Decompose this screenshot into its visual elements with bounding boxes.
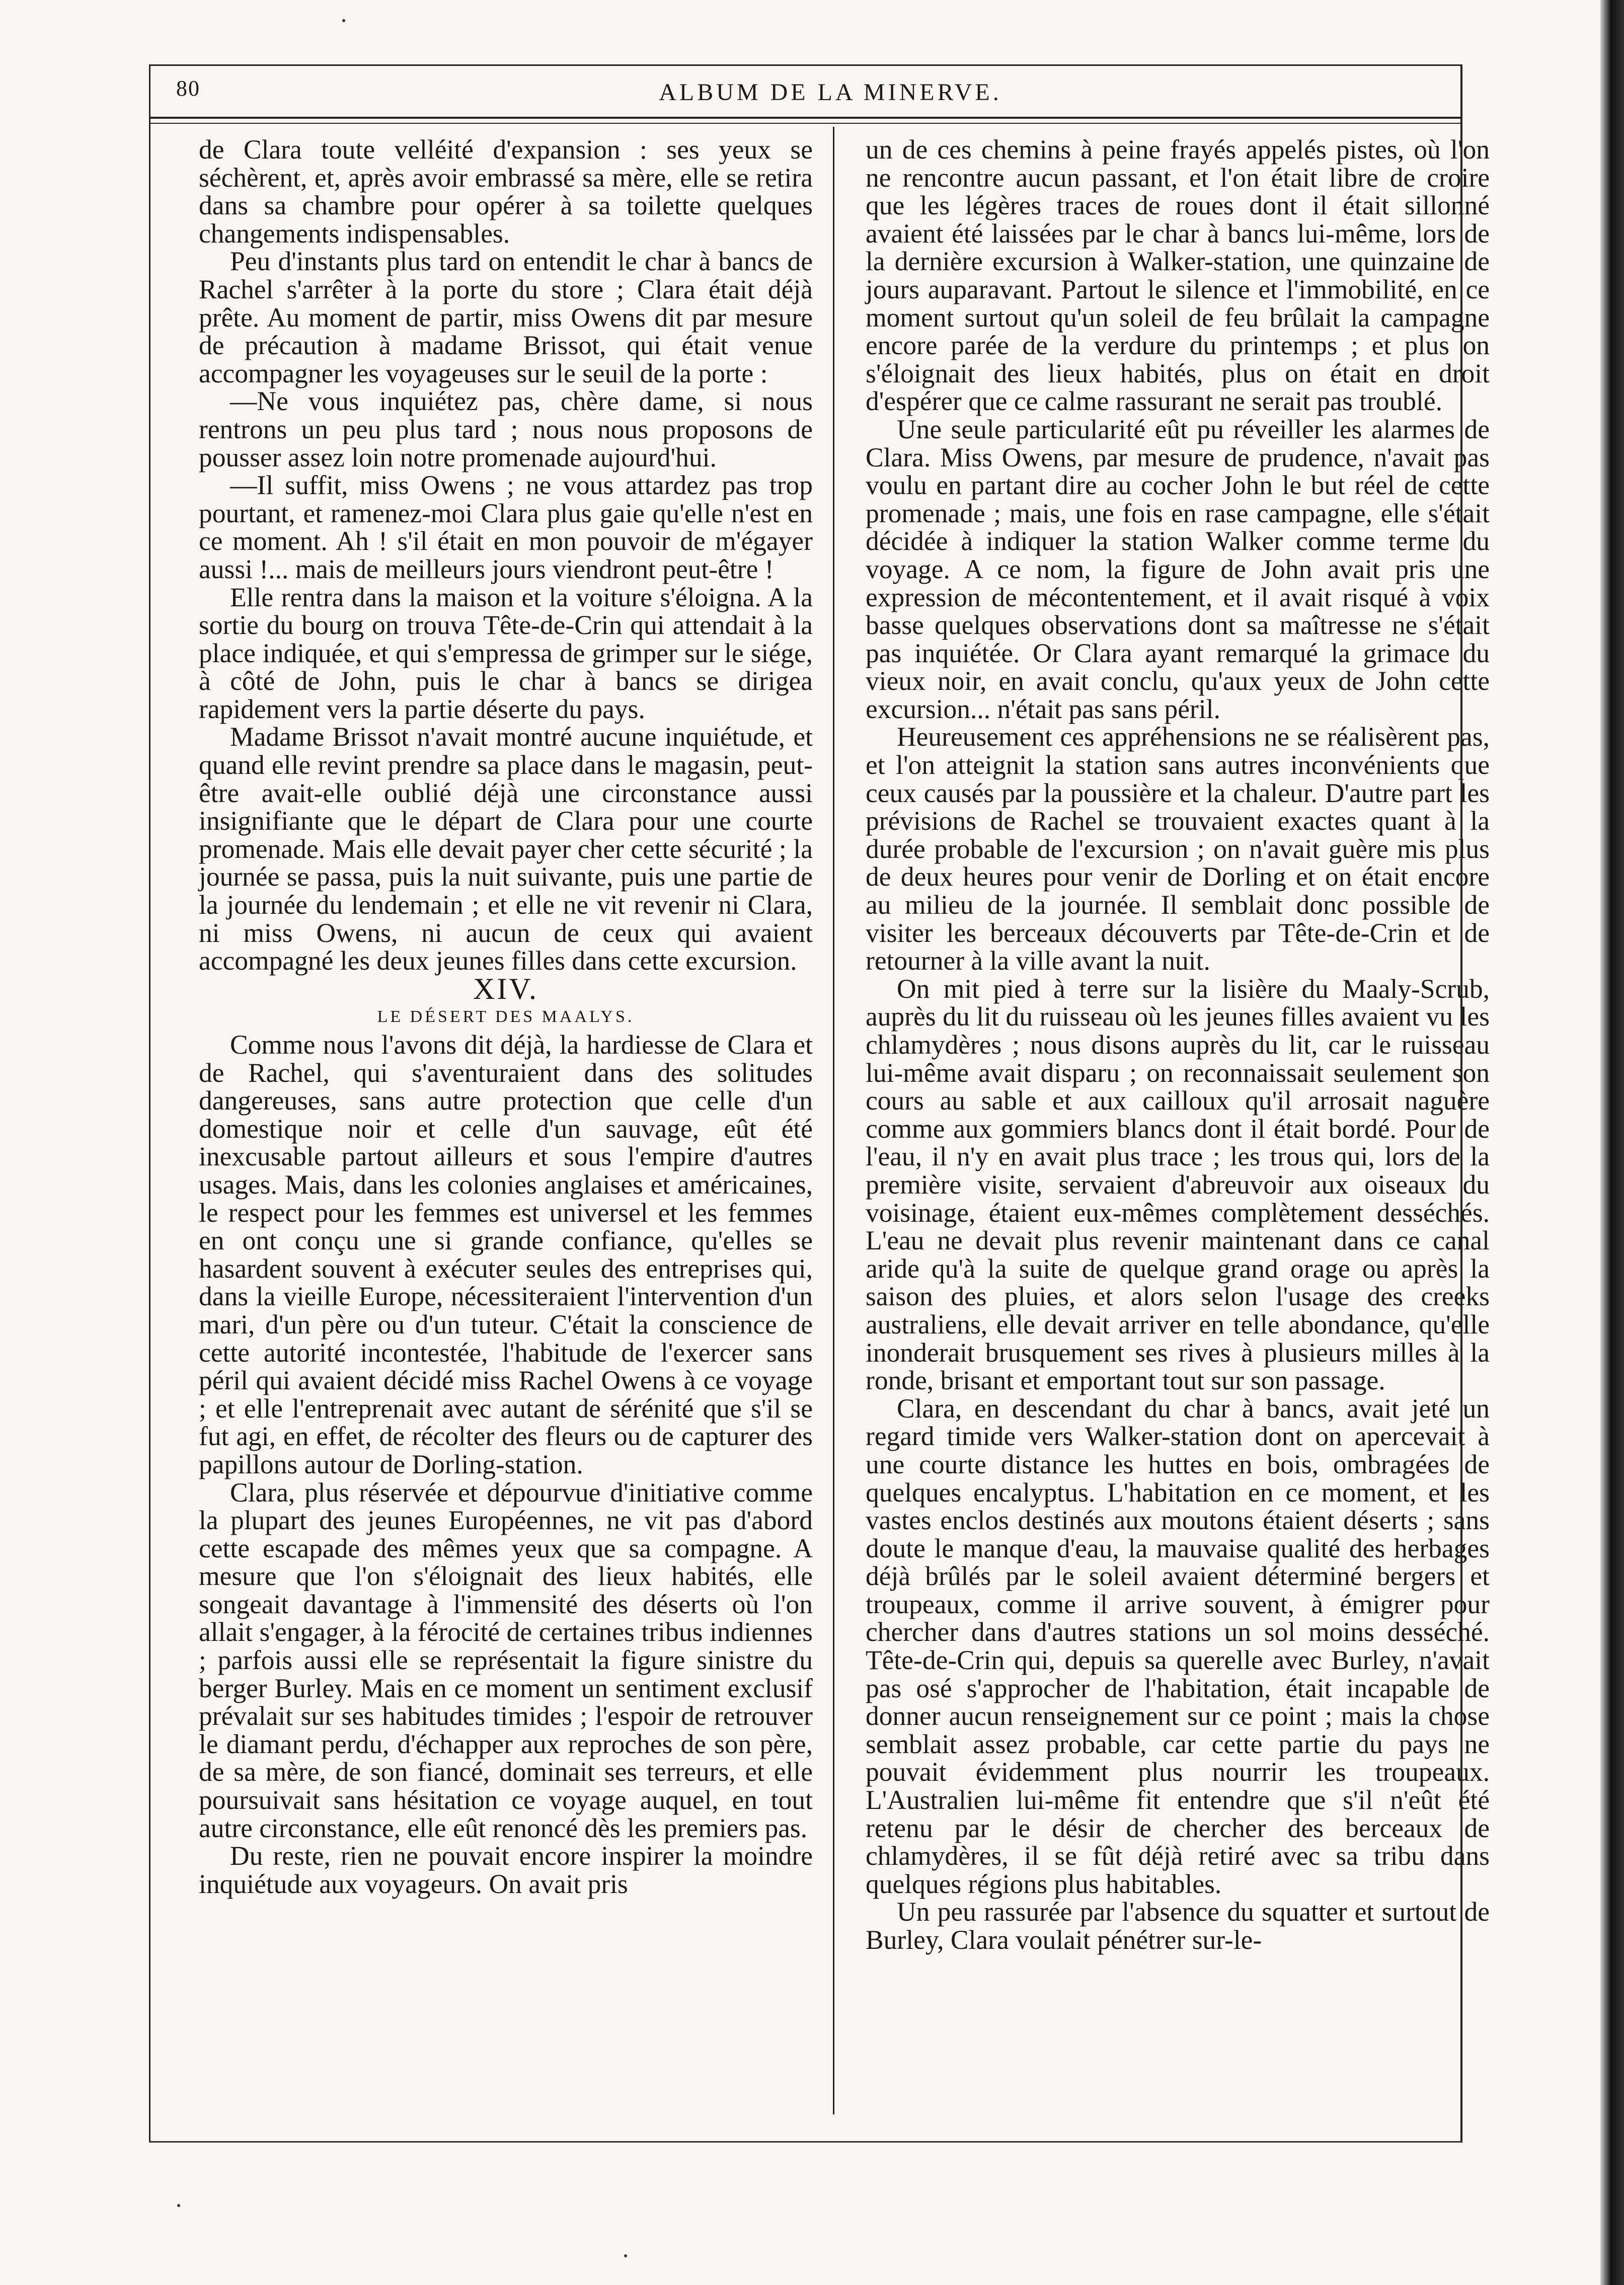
paragraph: Clara, en descendant du char à bancs, avait jeté un regard timide vers Walker-station dont on apercevait à une courte distance les huttes en bois, ombragées de quelques encalyptus. L'habitation en ce moment, et les vastes enclos destinés aux moutons étaient déserts ; sans doute le manque d'eau, la mauvaise qualité des herbages déjà brûlés par le soleil avaient déterminé bergers et troupeaux, comme il arrive souvent, à émigrer pour chercher dans d'autres stations un sol moins desséché. Tête-de-Crin qui, depuis sa querelle avec Burley, n'avait pas osé s'approcher de l'habitation, était incapable de donner aucun renseignement sur ce point ; mais la chose semblait assez probable, car cette partie du pays ne pouvait évidemment plus nourrir les troupeaux. L'Australien lui-même fit entendre que s'il n'eût été retenu par le désir de chercher des berceaux de chlamydères, il se fût déjà retiré avec sa tribu dans quelques régions plus habitables. [866,1393,1490,1899]
frame-top-rule [149,64,1462,66]
paragraph: —Il suffit, miss Owens ; ne vous attardez pas trop pourtant, et ramenez-moi Clara plus gaie qu'elle n'est en ce moment. Ah ! s'il était en mon pouvoir de m'égayer aussi !... mais de meilleurs jours viendront peut-être ! [199,470,813,584]
paragraph: Un peu rassurée par l'absence du squatter et surtout de Burley, Clara voulait pénétrer sur-le- [866,1897,1490,1955]
paragraph: Elle rentra dans la maison et la voiture s'éloigna. A la sortie du bourg on trouva Tête-de-Crin qui attendait à la place indiquée, et qui s'empressa de grimper sur le siége, à côté de John, puis le char à bancs se dirigea rapidement vers la partie déserte du pays. [199,582,813,724]
page-number: 80 [176,76,200,101]
print-speck [342,19,345,22]
chapter-title: LE DÉSERT DES MAALYS. [377,1007,635,1027]
paragraph: un de ces chemins à peine frayés appelés pistes, où l'on ne rencontre aucun passant, et l'on était libre de croire que les légères traces de roues dont il était sillonné avaient été laissées par le char à bancs lui-même, lors de la dernière excursion à Walker-station, une quinzaine de jours auparavant. Partout le silence et l'immobilité, en ce moment surtout qu'un soleil de feu brûlait la campagne encore parée de la verdure du printemps ; et plus on s'éloignait des lieux habités, plus on était en droit d'espérer que ce calme rassurant ne serait pas troublé. [866,134,1490,417]
paragraph: Madame Brissot n'avait montré aucune inquiétude, et quand elle revint prendre sa place dans le magasin, peut-être avait-elle oublié déjà une circonstance aussi insignifiante que le départ de Clara pour une courte promenade. Mais elle devait payer cher cette sécurité ; la journée se passa, puis la nuit suivante, puis une partie de la journée du lendemain ; et elle ne vit revenir ni Clara, ni miss Owens, ni aucun de ceux qui avaient accompagné les deux jeunes filles dans cette excursion. [199,722,813,976]
chapter-number: XIV. [473,972,538,1005]
paragraph: On mit pied à terre sur la lisière du Maaly-Scrub, auprès du lit du ruisseau où les jeunes filles avaient vu les chlamydères ; nous disons auprès du lit, car le ruisseau lui-même avait disparu ; on reconnaissait seulement son cours au sable et aux cailloux qu'il arrosait naguère comme aux gommiers blancs dont il était bordé. Pour de l'eau, il n'y en avait plus trace ; les trous qui, lors de la première visite, servaient d'abreuvoir aux oiseaux du voisinage, étaient eux-mêmes complètement desséchés. L'eau ne devait plus revenir maintenant dans ce canal aride qu'à la suite de quelque grand orage ou après la saison des pluies, et alors selon l'usage des creeks australiens, elle devait arriver en telle abondance, qu'elle inonderait brusquement ses rives à plusieurs milles à la ronde, brisant et emportant tout sur son passage. [866,973,1490,1396]
print-speck [177,2204,180,2207]
bottom-rule [149,2141,1462,2143]
right-column [866,136,1490,1954]
paragraph: Clara, plus réservée et dépourvue d'initiative comme la plupart des jeunes Européennes, ne vit pas d'abord cette escapade des mêmes yeux que sa compagne. A mesure que l'on s'éloignait des lieux habités, elle songeait davantage à l'immensité des déserts où l'on allait s'engager, à la férocité de certaines tribus indiennes ; parfois aussi elle se représentait la figure sinistre du berger Burley. Mais en ce moment un sentiment exclusif prévalait sur ses habitudes timides ; l'espoir de retrouver le diamant perdu, d'échapper aux reproches de son père, de sa mère, de son fiancé, dominait ses terreurs, et elle poursuivait sans hésitation ce voyage auquel, en tout autre circonstance, elle eût renoncé dès les premiers pas. [199,1477,813,1843]
frame-left-rule [149,64,150,2143]
paragraph: Du reste, rien ne pouvait encore inspirer la moindre inquiétude aux voyageurs. On avait pris [199,1841,813,1899]
paragraph: Une seule particularité eût pu réveiller les alarmes de Clara. Miss Owens, par mesure de prudence, n'avait pas voulu en partant dire au cocher John le but réel de cette promenade ; mais, une fois en rase campagne, elle s'était décidée à indiquer la station Walker comme terme du voyage. A ce nom, la figure de John avait pris une expression de mécontentement, et il avait risqué à voix basse quelques observations dont sa maîtresse ne s'était pas inquiétée. Or Clara ayant remarqué la grimace du vieux noir, en avait conclu, qu'aux yeux de John cette excursion... n'était pas sans péril. [866,414,1490,724]
print-speck [624,2254,627,2257]
column-divider [833,127,834,2114]
paragraph: Peu d'instants plus tard on entendit le char à bancs de Rachel s'arrêter à la porte du store ; Clara était déjà prête. Au moment de partir, miss Owens dit par mesure de précaution à madame Brissot, qui était venue accompagner les voyageuses sur le seuil de la porte : [199,246,813,388]
paragraph: Comme nous l'avons dit déjà, la hardiesse de Clara et de Rachel, qui s'aventuraient dans des solitudes dangereuses, sans autre protection que celle d'un domestique noir et celle d'un sauvage, eût été inexcusable partout ailleurs et sous l'empire d'autres usages. Mais, dans les colonies anglaises et américaines, le respect pour les femmes est universel et les femmes en ont conçu une si grande confiance, qu'elles se hasardent souvent à exécuter seules des entreprises qui, dans la vieille Europe, nécessiteraient l'intervention d'un mari, d'un père ou d'un tuteur. C'était la conscience de cette autorité incontestée, l'habitude de l'exercer sans péril qui avaient décidé miss Rachel Owens à ce voyage ; et elle l'entreprenait avec autant de sérénité que s'il se fut agi, en effet, de récolter des fleurs ou de capturer des papillons autour de Dorling-station. [199,1030,813,1479]
left-column [199,136,813,1898]
paragraph: —Ne vous inquiétez pas, chère dame, si nous rentrons un peu plus tard ; nous nous proposons de pousser assez loin notre promenade aujourd'hui. [199,386,813,472]
running-title: ALBUM DE LA MINERVE. [659,79,1002,106]
paragraph: de Clara toute velléité d'expansion : ses yeux se séchèrent, et, après avoir embrassé sa mère, elle se retira dans sa chambre pour opérer à sa toilette quelques changements indispensables. [199,134,813,249]
binding-edge [1600,0,1624,2285]
header-rule [149,117,1462,119]
paragraph: Heureusement ces appréhensions ne se réalisèrent pas, et l'on atteignit la station sans autres inconvénients que ceux causés par la poussière et la chaleur. D'autre part les prévisions de Rachel se trouvaient exactes quant à la durée probable de l'excursion ; on n'avait guère mis plus de deux heures pour venir de Dorling et on était encore au milieu de la journée. Il semblait donc possible de visiter les berceaux découverts par Tête-de-Crin et de retourner à la ville avant la nuit. [866,722,1490,976]
header-rule-thin [149,123,1462,124]
